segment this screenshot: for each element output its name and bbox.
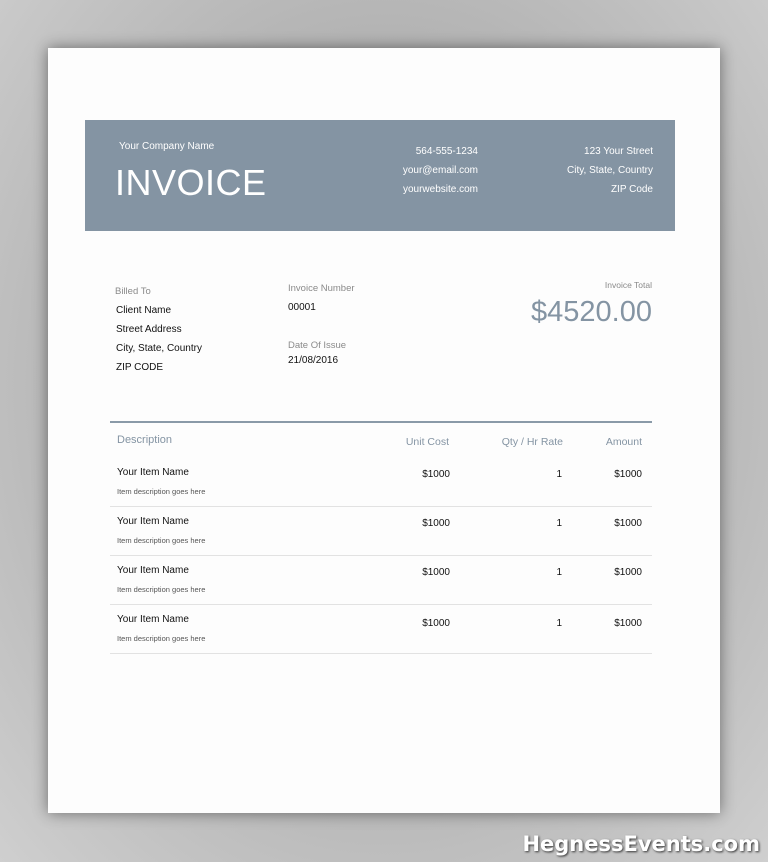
unit-cost: $1000 <box>422 567 450 578</box>
amount: $1000 <box>614 469 642 480</box>
item-name: Your Item Name <box>117 614 189 625</box>
col-qty: Qty / Hr Rate <box>501 436 563 448</box>
website: yourwebsite.com <box>402 184 478 195</box>
client-street: Street Address <box>116 324 182 335</box>
unit-cost: $1000 <box>422 618 450 629</box>
item-name: Your Item Name <box>117 516 189 527</box>
table-row <box>110 457 652 507</box>
amount: $1000 <box>614 567 642 578</box>
date-label: Date Of Issue <box>288 340 347 351</box>
qty: 1 <box>556 469 562 480</box>
item-name: Your Item Name <box>117 565 189 576</box>
table-row <box>110 604 652 654</box>
unit-cost: $1000 <box>422 518 450 529</box>
unit-cost: $1000 <box>422 469 450 480</box>
qty: 1 <box>556 618 562 629</box>
billed-to <box>116 282 202 377</box>
client-name: Client Name <box>116 305 172 316</box>
invoice-title: INVOICE <box>115 162 267 203</box>
phone: 564-555-1234 <box>415 146 478 157</box>
contact-info <box>403 142 478 199</box>
item-name: Your Item Name <box>117 467 189 478</box>
table-top-rule <box>110 421 652 423</box>
item-desc: Item description goes here <box>117 487 206 496</box>
city: City, State, Country <box>567 165 653 176</box>
client-city: City, State, Country <box>116 343 202 354</box>
invoice-number: 00001 <box>288 302 316 313</box>
table-row <box>110 506 652 556</box>
email: your@email.com <box>402 165 478 176</box>
amount: $1000 <box>614 518 642 529</box>
col-amount: Amount <box>605 436 642 448</box>
col-unit-cost: Unit Cost <box>405 436 449 448</box>
qty: 1 <box>556 518 562 529</box>
invoice-total-label: Invoice Total <box>604 280 652 290</box>
item-desc: Item description goes here <box>117 585 206 594</box>
col-description: Description <box>117 434 173 446</box>
amount: $1000 <box>614 618 642 629</box>
street: 123 Your Street <box>584 146 653 157</box>
invoice-number-label: Invoice Number <box>288 283 355 294</box>
client-zip: ZIP CODE <box>116 362 164 373</box>
invoice-header <box>85 120 675 231</box>
invoice-page <box>48 48 720 813</box>
watermark: HegnessEvents.com <box>522 832 760 856</box>
issue-date: 21/08/2016 <box>288 355 339 366</box>
qty: 1 <box>556 567 562 578</box>
billed-to-label: Billed To <box>115 286 151 297</box>
item-desc: Item description goes here <box>117 634 206 643</box>
company-name: Your Company Name <box>119 141 215 152</box>
zip: ZIP Code <box>610 184 653 195</box>
invoice-total: $4520.00 <box>531 296 652 328</box>
table-row <box>110 555 652 605</box>
company-address <box>567 142 653 199</box>
item-desc: Item description goes here <box>117 536 206 545</box>
